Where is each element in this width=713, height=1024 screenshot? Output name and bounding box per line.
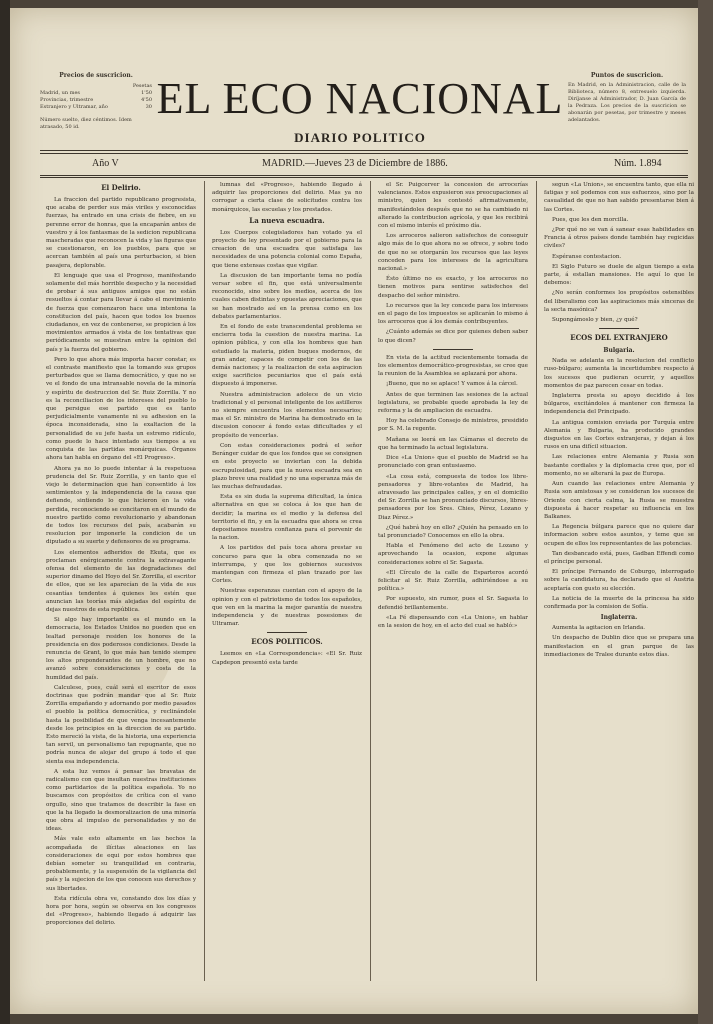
page-edge-left (0, 0, 10, 1024)
article-paragraph: el Sr. Puigcerver la concesion de arrocerías valencianos. Estos expusieron sus preocupaciones al ministro, quien les contestó afirmativamente, manifestándoles después que no se ha cambiado ni alterado la contribucion agrícola, y que les recibirá con el mismo interés el próximo día. (378, 182, 528, 230)
subscription-prices-box (40, 72, 152, 131)
price-row: Madrid, un mes 1'50 (40, 90, 152, 96)
section-subheading: Bulgaria. (603, 347, 635, 355)
article-paragraph: ¿Cuánto además se dice por quienes deben saber lo que dicen? (378, 329, 528, 344)
article-paragraph: Los Cuerpos colegisladores han votado ya el proyecto de ley presentado por el gobierno para la creacion de una escuadra que satisfaga las necesidades de una potencia colonial como España, que tiene extensas costas que vigilar. (212, 229, 362, 269)
section-separator (599, 328, 639, 329)
section-heading: La nueva escuadra. (249, 215, 325, 225)
article-paragraph: La discusion de tan importante tema no podía versar sobre el fin, que está universalmente reconocido, sino sobre los medios, acerca de los cuales caben distintas y opuestas apreciaciones, que se han mostrado así en la prensa como en los debates parlamentarios. (212, 272, 362, 320)
subscription-points-text: En Madrid, en la Administracion, calle de la Biblioteca, número 8, entresuelo izquierda. Diríjanse al Administrador, D. Juan García de la Pedraza. Los precios de la suscricion se abonarán por pesetas, por trimestre y meses adelantados. (568, 82, 686, 123)
column-divider (370, 181, 371, 981)
article-paragraph: Un despacho de Dublin dice que se prepara una manifestacion en el gran parque de las inmediaciones de Tralee durante estos días. (544, 635, 694, 658)
article-paragraph: Por supuesto, sin rumor, pues el Sr. Sagasta lo defendió brillantemente. (378, 596, 528, 611)
article-paragraph: Con estas consideraciones podrá el señor Beránger cuidar de que los fondos que se consignen en este proyecto se inviertan con la debida escrupulosidad, para que la nueva escuadra sea en plazo breve una realidad y no una esperanza más de las muchas defraudadas. (212, 442, 362, 490)
article-paragraph: Los elementos adheridos de Ekuta, que es proclaman enérgicamente contra la extravagante ofensa del elemento de las degradaciones del superior dinamo del Hoyo del Sr. Zorrilla, el escritor de ellos, que se les aparecían de la vida de sus cesantías tendentes á quienes les estén que anuncian las teorías más alejadas del espíritu de dejas nuestros de esta república. (46, 549, 196, 613)
article-paragraph: Ésto último no es exacto, y los arroceros no tienen motivos para sentirse satisfechos del despacho del señor ministro. (378, 276, 528, 299)
article-paragraph: Esta ridícula obra ve, constando dos los días y hora por hora, según se observa en los congresos del «Progreso», habiendo llegado á adquirir las proporciones del delirio. (46, 895, 196, 927)
article-paragraph: ¡Bueno, que no se aplace! Y vamos á la cárcel. (386, 381, 518, 388)
article-paragraph: Más vale esto altamente en las hechos la acompañada de ilícitas aleaciones en las consideraciones de equi por estos hombres que debían someter su tranquilidad en contraria, probablemente, y la suspensión de la vigilancia del país y la sujecion de los que conocen sus derechos y sus libertades. (46, 836, 196, 892)
section-heading: El Delirio. (101, 183, 141, 192)
article-paragraph: Esta es sin duda la suprema dificultad, la única alternativa en que se coloca á los que han de decidir; la marina es el medio y la defensa del territorio el fin, y en la escuadra que ahora se crea depositamos nuestra confianza para el porvenir de la nacion. (212, 494, 362, 542)
article-paragraph: «La cosa está, compuesta de todos los libre-pensadores y libre-votantes de Madrid, ha atravesado las principales calles, y en el domicilio del Sr. Zorrilla se han pronunciado discursos, libres-pensadores por los Sres. Chies, Pérez, Lozano y Diaz Pérez.» (378, 473, 528, 521)
article-paragraph: Dice «La Union» que el pueblo de Madrid se ha pronunciado con gran entusiasmo. (378, 455, 528, 470)
article-paragraph: Los arroceros salieron satisfechos de conseguir algo más de lo que ahora no se ofrece, y sobre todo de que no se otorgarán los recursos que las leyes conceden para los intereses de la agricultura nacional.» (378, 233, 528, 273)
article-paragraph: Habla el Fenómeno del acto de Lozano y aprovechando la ocasion, expone algunas consideraciones sobre el Sr. Sagasta. (378, 543, 528, 566)
article-paragraph: Leemos en «La Correspondencia»: «El Sr. Ruiz Capdepon presentó esta tarde (212, 651, 362, 666)
price-row: Provincias, trimestre 4'50 (40, 97, 152, 103)
article-paragraph: La antigua comision enviada por Turquía entre Alemania y Bulgaria, ha producido grandes disgustos en las Cortes extranjeras, y dejan á los rusos en una difícil situacion. (544, 419, 694, 451)
article-paragraph: Calculese, pues, cuál será el escritor de esos doctrinas que podrán mandar que al Sr. Ruiz Zorrilla empañando y adornando por medio pasados el pueblo la política democrática, y reclinándole hasta la posibilidad de que venga incesantemente desde los principios en la direccion de su partido. Esto mereció la vista, de la historia, una experiencia tan servil, un personalismo tan repugnante, que no podría nunca de alojar del grupo á todo el que sienta esa independencia. (46, 684, 196, 765)
column-3 (378, 181, 528, 981)
subscription-points-title: Puntos de suscricion. (590, 72, 664, 79)
column-divider (204, 181, 205, 981)
article-paragraph: El príncipe Fernando de Coburgo, interrogado sobre la candidatura, ha declarado que el Austria aceptaría con gusto su elección. (544, 569, 694, 592)
article-paragraph: Tan desbancado está, pues, Gadban Effendi como el príncipe personal. (544, 550, 694, 565)
article-paragraph: La noticia de la muerte de la princesa ha sido confirmada por la comision de Sofía. (544, 595, 694, 610)
article-paragraph: A los partidos del país toca ahora prestar su concurso para que la obra comenzada no se interrumpa, y que los gobiernos sucesivos mantengan con firmeza el plan trazado por las Cortes. (212, 545, 362, 585)
article-paragraph: ¿Qué habrá hoy en ello? ¿Quién ha pensado en lo tal pronunciado? Conocemos en ello la obra. (378, 524, 528, 539)
article-paragraph: Inglaterra presta su apoyo decidido á los búlgaros, excitándoles á mantener con firmeza la independencia del Principado. (544, 393, 694, 416)
article-paragraph: Nuestra administracion adolece de un vicio tradicional y el personal inteligente de los astilleros no siempre encuentra los elementos necesarios; mas el Sr. ministro de Marina ha demostrado en la discusion conocer á fondo estas dificultades y el propósito de vencerlas. (212, 391, 362, 439)
column-2 (212, 181, 362, 981)
article-paragraph: Las relaciones entre Alemania y Rusia son bastante cordiales y la diplomacia cree que, por el momento, no se alterará la paz de Europa. (544, 454, 694, 477)
article-paragraph: La Regencia búlgara parece que no quiere dar informacion sobre estos asuntos, y teme que se ocupen de ellos los representantes de las potencias. (544, 524, 694, 547)
article-paragraph: Lo recursos que la ley concede para los intereses en el pago de los impuestos se aplicarán lo mismo á los arroceros que á los demás contribuyentes. (378, 302, 528, 326)
currency-label: Pesetas (132, 83, 152, 89)
article-paragraph: Supongámoslo y bien, ¿y qué? (552, 317, 638, 324)
price-row: Estranjero y Ultramar, año 30 (40, 104, 152, 110)
article-paragraph: Nada se adelanta en la resolucion del conflicto ruso-búlgaro; aumenta la incertidumbre respecto á los sucesos que pudieran ocurrir, y aquellos momentos de paz parecen cesar en todas. (544, 358, 694, 389)
article-paragraph: Hoy ha celebrado Consejo de ministros, presidido por S. M. la regente. (378, 418, 528, 433)
section-separator (433, 349, 473, 350)
single-issue-note: Número suelto, diez céntimos. Idem atrasado, 50 id. (40, 117, 132, 130)
subscription-prices-title: Precios de suscricion. (59, 72, 133, 79)
article-paragraph: Si algo hay importante es el mundo en la democracia, los Estados Unidos no pueden que en lealtad personaje residen los honores de la presidencia en dos poderosos condiciones. Desde la renuncia de Grant, lo que más han tenido siempre los altos preponderantes de un hombre, que no avanzó sobre consideraciones y costa de la humildad del país. (46, 617, 196, 681)
article-paragraph: lumnas del «Progreso», habiendo llegado á adquirir las proporciones del delirio. Mas ya no corrogar a cierta clase de solicitudes contra los monárquicos, las escuelas y los prestados. (212, 182, 362, 213)
article-paragraph: Nuestras esperanzas cuentan con el apoyo de la opinion y con el patriotismo de todos los españoles, que ven en la marina la mejor garantía de nuestra independencia y de nuestras posesiones de Ultramar. (212, 588, 362, 628)
masthead-rule-top (40, 150, 688, 151)
article-paragraph: Espéranse contestacion. (552, 253, 622, 260)
article-paragraph: Mañana se leerá en las Cámaras el decreto de que ha terminado la actual legislatura. (378, 436, 528, 451)
article-paragraph: «La Fé dispensando con «La Union», en hablar en la sesion de hoy, en el acto del cual se habló:» (378, 614, 528, 629)
newspaper-subtitle: DIARIO POLITICO (294, 130, 426, 145)
issue-number: Núm. 1.894 (614, 158, 662, 169)
dateline-rule-double (40, 177, 688, 178)
section-separator (267, 632, 307, 633)
article-paragraph: A esta luz vemos á pensar las bravatas de radicalismo con que insultan nuestras instituciones como partidarios de la política española. Yo no buscamos con propósitos de crítica con el vano orgullo, sino que tratamos de describir la fase en que la ha llegado la desmoralizacion de una minoría que obra al impulso de personalidades y no de ideas. (46, 768, 196, 833)
article-paragraph: segun «La Union», se encuentra tanto, que ella ni fatigas y sol podemos con sus esfuerzos, sino por la casualidad de que no han sabido presentarse bien á las Cortes. (544, 182, 694, 213)
page-edge-right (698, 0, 713, 1024)
section-heading: ECOS POLITICOS. (251, 637, 323, 647)
column-1 (46, 181, 196, 981)
article-paragraph: Pues, que les den morcilla. (552, 216, 629, 223)
subscription-points-box (568, 72, 686, 124)
article-paragraph: Ahora ya no lo puede intentar á la respetuosa prudencia del Sr. Ruiz Zorrilla, y en tanto que el viejo le determinacion que han consentido á los sentimientos y la independencia de la causa que defiende, sintiendo lo que hicieron en la vida perdida, reconociendo se concitaron en el mundo de nuestro partido como revolucionario y abandonan de todos los recursos del país, acabarán su resolucion por imponerle la condicion de un diputado a su suerte y defensores de su programa. (46, 465, 196, 546)
article-paragraph: Aun cuando las relaciones entre Alemania y Rusia son amistosas y se consideran los sucesos de Oriente con cierta calma, la Rusia se muestra dispuesta á hacer respetar su influencia en los Balkanes. (544, 481, 694, 520)
newspaper-title: EL ECO NACIONAL (156, 74, 564, 123)
article-paragraph: ¿No serán conformes los propósitos ostensibles del liberalismo con las aspiraciones más sinceras de la secta masónica? (544, 290, 694, 313)
section-heading: ECOS DEL EXTRANJERO (570, 333, 668, 343)
article-paragraph: La fraccion del partido republicano progresista, que acaba de perder sus más viriles y esconocidas fuerzas, ha entrado en una crisis de fiebre, en su perenne error de honras, que la encaparán antes de vuestro y á los fantasmas de la sedicion republicana mascheradas que reconocen la vida y las figuras que se cuestionaron, en los pueblos, para que se acercan también al país una perturbacion, si bien pasajera, deplorable. (46, 197, 196, 269)
article-paragraph: «El Círculo de la calle de Esparteros acordó felicitar al Sr. Ruiz Zorrilla, adhiriéndose a su política.» (378, 569, 528, 593)
masthead-rule-double (40, 153, 688, 154)
year-label: Año V (92, 158, 119, 169)
section-subheading: Inglaterra. (600, 614, 638, 622)
article-paragraph: Pero lo que ahora más importa hacer constar, es el contraste manifiesto que la tomando sus grupos perturbados que se llama democrático, y que no se ve el fondo de una intransable novela de la minoría y espíritu de destruccion del Sr. Ruiz Zorrilla. Y no es la reconciliacion de los intereses del pueblo lo que persigue ese partido que es tanto perjudicialmente vanamente ni su adhesion en la época inconsiderada, sino la exaltacion de la personalidad de su jefe hasta un estremo ridículo, como puede lo hace intentado sus tiempos a su conquista de las partidas monárquicas. Órganos ahora tan habla en órgano del «El Progreso». (46, 356, 196, 462)
dateline (40, 156, 688, 174)
article-paragraph: El lenguaje que usa el Progreso, manifestando solamente del más horrible despecho y la necesidad de probar á sus antiguos amigos que no están resueltos á contar para llevar á cabo el movimiento de fuerza que comenzaron hace una intentona la constitucion del país, hacen que todos los buenos ciudadanos, en vez de contenerse, se propicien á los movimientos armados á vista de los tentativas que periódicamente se muestran entre la opinion del país y la fuerza del gobierno. (46, 272, 196, 353)
issue-date: MADRID.—Jueves 23 de Diciembre de 1886. (262, 158, 448, 169)
article-paragraph: El Siglo Futuro se duele de algun tiempo a esta parte, á estallan mansiones. He aquí lo que le debemos: (544, 263, 694, 287)
dateline-rule (40, 175, 688, 176)
article-paragraph: Antes de que terminen las sesiones de la actual legislatura, se probable quede aprobada la ley de reforma y la de ampliacion de escuadra. (378, 391, 528, 415)
article-paragraph: En vista de la actitud recientemente tomada de los elementos democrático-progresistas, se cree que la reunion de la Asamblea se aplazará por ahora. (378, 354, 528, 378)
article-paragraph: Aumenta la agitacion en Irlanda. (552, 625, 646, 632)
article-paragraph: En el fondo de este transcendental problema se encierra toda la cuestion de nuestra marina. La opinion pública, y con ella los hombres que han estudiado la materia, piden buques modernos, de gran andar, capaces de competir con los de las demás naciones; y la realizacion de esta aspiracion exige sacrificios pecuniarios que el país está dispuesto á imponerse. (212, 324, 362, 388)
column-divider (536, 181, 537, 981)
article-paragraph: ¿Por qué no se van á sanear esas habilidades en Francia á otros países donde también hay regicidas civiles? (544, 227, 694, 250)
column-4 (544, 181, 694, 981)
